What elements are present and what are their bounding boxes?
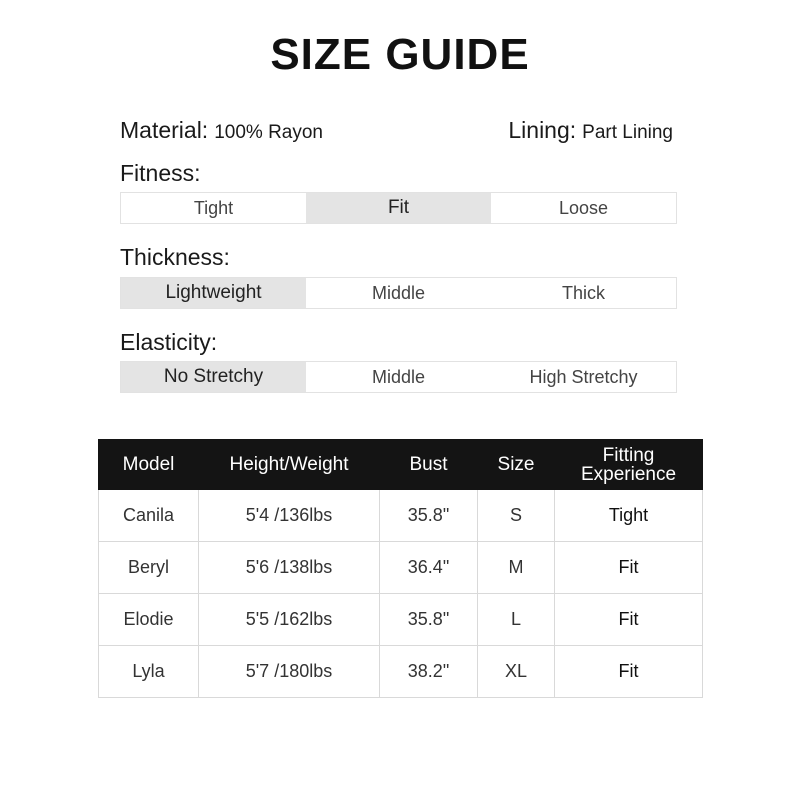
fitting-experience-cell: Fit (555, 594, 703, 646)
model-cell: Elodie (99, 594, 199, 646)
model-cell: Canila (99, 490, 199, 542)
bust-cell: 38.2" (380, 646, 478, 698)
thickness-option: Lightweight (121, 278, 306, 308)
thickness-label: Thickness: (120, 244, 230, 270)
model-cell: Lyla (99, 646, 199, 698)
elasticity-option: No Stretchy (121, 362, 306, 392)
lining-label: Lining: (508, 117, 577, 143)
fitness-scale (120, 192, 677, 224)
material-spec (120, 117, 323, 144)
thickness-option: Thick (561, 282, 605, 303)
height-weight-cell: 5'4 /136lbs (199, 490, 380, 542)
column-header-height-weight: Height/Weight (199, 440, 380, 490)
fitting-experience-cell: Fit (555, 646, 703, 698)
bust-cell: 35.8" (380, 594, 478, 646)
fitting-experience-cell: Fit (555, 542, 703, 594)
size-cell: XL (478, 646, 555, 698)
material-label: Material: (120, 117, 209, 143)
page-title: SIZE GUIDE (270, 30, 530, 79)
size-cell: L (478, 594, 555, 646)
column-header-size: Size (478, 440, 555, 490)
height-weight-cell: 5'5 /162lbs (199, 594, 380, 646)
fitness-option: Fit (306, 193, 491, 223)
column-header-bust: Bust (380, 440, 478, 490)
table-row (99, 542, 703, 594)
column-header-model: Model (99, 440, 199, 490)
column-header-fitting-experience: Fitting Experience (555, 440, 703, 490)
elasticity-option: High Stretchy (529, 366, 638, 387)
table-header-row (99, 440, 703, 490)
fitness-option: Tight (193, 197, 234, 218)
elasticity-scale (120, 361, 677, 393)
size-cell: S (478, 490, 555, 542)
thickness-option: Middle (371, 282, 426, 303)
height-weight-cell: 5'7 /180lbs (199, 646, 380, 698)
elasticity-label: Elasticity: (120, 329, 218, 355)
fitness-label: Fitness: (120, 160, 201, 186)
material-value: 100% Rayon (214, 122, 323, 143)
model-cell: Beryl (99, 542, 199, 594)
model-size-table (98, 439, 703, 698)
lining-value: Part Lining (582, 122, 673, 143)
bust-cell: 35.8" (380, 490, 478, 542)
thickness-scale (120, 277, 677, 309)
elasticity-option: Middle (371, 366, 426, 387)
table-row (99, 490, 703, 542)
bust-cell: 36.4" (380, 542, 478, 594)
height-weight-cell: 5'6 /138lbs (199, 542, 380, 594)
lining-spec (508, 117, 673, 144)
fitting-experience-cell: Tight (555, 490, 703, 542)
table-row (99, 594, 703, 646)
table-row (99, 646, 703, 698)
fitness-option: Loose (558, 197, 609, 218)
size-cell: M (478, 542, 555, 594)
